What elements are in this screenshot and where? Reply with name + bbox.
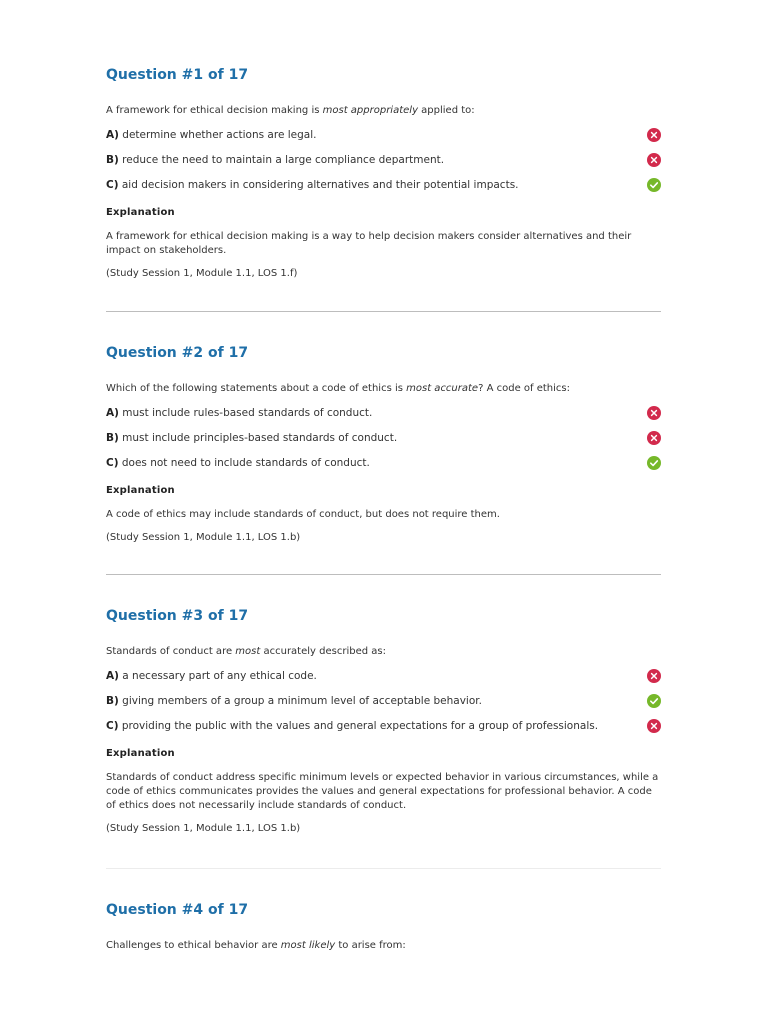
correct-check-icon (647, 456, 661, 470)
explanation-reference: (Study Session 1, Module 1.1, LOS 1.b) (106, 823, 301, 834)
section-divider (106, 311, 661, 312)
prompt-text: to arise from: (335, 940, 406, 951)
answer-option-b (106, 430, 661, 455)
answer-text: providing the public with the values and general expectations for a group of professionals. (121, 720, 599, 732)
incorrect-x-icon (647, 719, 661, 733)
prompt-text: Which of the following statements about a code of ethics is (106, 383, 407, 394)
answer-letter: B) (106, 432, 119, 444)
question-3 (106, 603, 661, 835)
explanation-reference: (Study Session 1, Module 1.1, LOS 1.f) (106, 268, 298, 279)
question-title: Question #2 of 17 (106, 345, 249, 361)
question-4 (106, 897, 661, 952)
prompt-emphasis: most accurate (406, 383, 479, 394)
question-title: Question #4 of 17 (106, 902, 249, 918)
answer-letter: B) (106, 154, 119, 166)
question-title: Question #3 of 17 (106, 608, 249, 624)
prompt-text: A framework for ethical decision making is (106, 105, 323, 116)
answer-letter: A) (106, 407, 119, 419)
incorrect-x-icon (647, 669, 661, 683)
section-divider (106, 868, 661, 869)
answer-option-c (106, 177, 661, 202)
prompt-emphasis: most likely (280, 940, 336, 951)
answer-option-c (106, 718, 661, 743)
answer-letter: A) (106, 129, 119, 141)
answer-text: a necessary part of any ethical code. (122, 670, 317, 682)
prompt-text: Challenges to ethical behavior are (106, 940, 281, 951)
explanation-heading: Explanation (106, 207, 175, 218)
question-prompt (106, 939, 661, 952)
prompt-text: applied to: (417, 105, 475, 116)
prompt-text: ? A code of ethics: (478, 383, 570, 394)
quiz-review-page (106, 62, 661, 952)
answer-text: determine whether actions are legal. (122, 129, 317, 141)
question-title: Question #1 of 17 (106, 67, 249, 83)
question-prompt (106, 382, 661, 395)
correct-check-icon (647, 178, 661, 192)
answer-text: aid decision makers in considering alternatives and their potential impacts. (121, 179, 519, 191)
answer-text: must include rules-based standards of conduct. (122, 407, 373, 419)
question-prompt (106, 645, 661, 658)
answer-option-a (106, 405, 661, 430)
answer-text: reduce the need to maintain a large compliance department. (122, 154, 445, 166)
answer-letter: B) (106, 695, 119, 707)
correct-check-icon (647, 694, 661, 708)
prompt-emphasis: most appropriately (322, 105, 418, 116)
question-prompt (106, 104, 661, 117)
explanation-heading: Explanation (106, 485, 175, 496)
answer-letter: C) (106, 457, 119, 469)
prompt-text: accurately described as: (260, 646, 386, 657)
explanation-heading: Explanation (106, 748, 175, 759)
answer-letter: C) (106, 179, 119, 191)
answer-list (106, 127, 661, 202)
explanation-text: Standards of conduct address specific minimum levels or expected behavior in various circumstances, while a code of ethics communicates provides the values and general expectations for professional behavior. A code of ethics does not necessarily include standards of conduct. (106, 772, 659, 811)
answer-text: does not need to include standards of conduct. (121, 457, 370, 469)
question-2 (106, 340, 661, 544)
answer-option-a (106, 127, 661, 152)
answer-text: must include principles-based standards of conduct. (122, 432, 398, 444)
section-divider (106, 574, 661, 575)
prompt-emphasis: most (235, 646, 261, 657)
question-1 (106, 62, 661, 280)
answer-list (106, 405, 661, 480)
prompt-text: Standards of conduct are (106, 646, 236, 657)
incorrect-x-icon (647, 153, 661, 167)
answer-letter: C) (106, 720, 119, 732)
explanation-text: A code of ethics may include standards of conduct, but does not require them. (106, 509, 500, 520)
explanation-reference: (Study Session 1, Module 1.1, LOS 1.b) (106, 532, 301, 543)
incorrect-x-icon (647, 406, 661, 420)
answer-letter: A) (106, 670, 119, 682)
answer-option-b (106, 152, 661, 177)
answer-text: giving members of a group a minimum level of acceptable behavior. (122, 695, 482, 707)
answer-option-b (106, 693, 661, 718)
explanation-text: A framework for ethical decision making is a way to help decision makers consider alternatives and their impact on stakeholders. (106, 231, 632, 256)
incorrect-x-icon (647, 128, 661, 142)
answer-option-c (106, 455, 661, 480)
answer-option-a (106, 668, 661, 693)
incorrect-x-icon (647, 431, 661, 445)
answer-list (106, 668, 661, 743)
